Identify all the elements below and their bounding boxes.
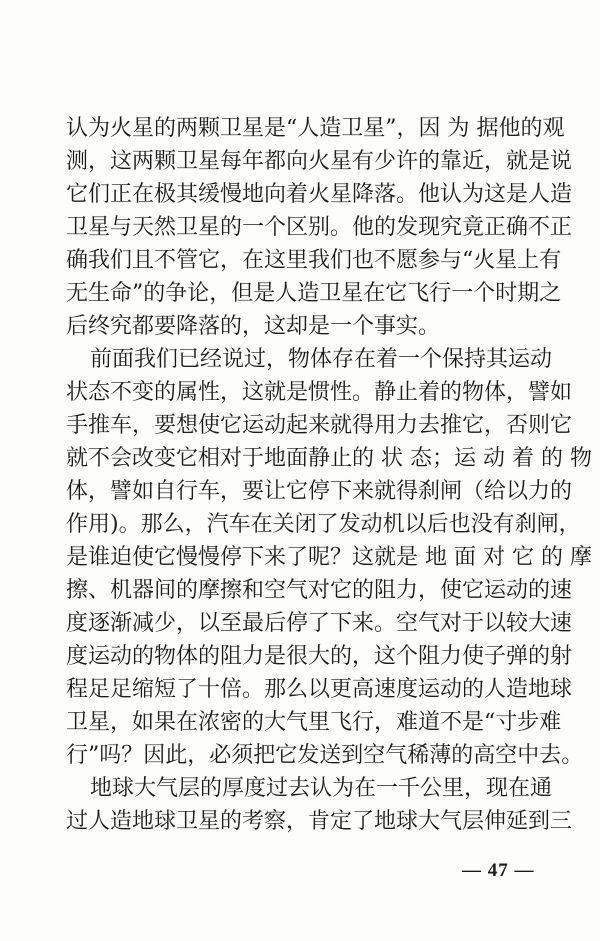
text-line: 状态不变的属性，这就是惯性。静止着的物体，譬如 bbox=[66, 380, 573, 405]
text-line: 前面我们已经说过，物体存在着一个保持其运动 bbox=[90, 347, 553, 372]
text-line: 程足足缩短了十倍。那么以更高速度运动的人造地球 bbox=[66, 677, 573, 702]
text-line: 过人造地球卫星的考察，肯定了地球大气层伸延到三 bbox=[66, 809, 573, 834]
text-line: 度逐渐减少，以至最后停了下来。空气对于以较大速 bbox=[66, 611, 573, 636]
text-line: 确我们且不管它，在这里我们也不愿参与“火星上有 bbox=[66, 248, 562, 273]
text-line: 它们正在极其缓慢地向着火星降落。他认为这是人造 bbox=[66, 182, 573, 207]
text-line: 后终究都要降落的，这却是一个事实。 bbox=[66, 314, 441, 339]
text-line: 卫星，如果在浓密的大气里飞行，难道不是“寸步难 bbox=[66, 710, 562, 735]
text-line: 行”吗？因此，必须把它发送到空气稀薄的高空中去。 bbox=[66, 743, 584, 768]
text-line: 就不会改变它相对于地面静止的 状 态；运 动 着 的 物 bbox=[66, 446, 592, 471]
page-body bbox=[66, 112, 592, 838]
text-line: 地球大气层的厚度过去认为在一千公里，现在通 bbox=[90, 776, 553, 801]
text-line: 卫星与天然卫星的一个区别。他的发现究竟正确不正 bbox=[66, 215, 573, 240]
text-line: 度运动的物体的阻力是很大的，这个阻力使子弹的射 bbox=[66, 644, 573, 669]
text-line: 认为火星的两颗卫星是“人造卫星”，因 为 据他的观 bbox=[66, 116, 565, 141]
text-line: 体，譬如自行车，要让它停下来就得刹闸（给以力的 bbox=[66, 479, 573, 504]
text-line: 无生命”的争论，但是人造卫星在它飞行一个时期之 bbox=[66, 281, 562, 306]
text-line: 作用)。那么，汽车在关闭了发动机以后也没有刹闸， bbox=[66, 512, 581, 537]
text-line: 测，这两颗卫星每年都向火星有少许的靠近，就是说 bbox=[66, 149, 573, 174]
text-line: 手推车，要想使它运动起来就得用力去推它，否则它 bbox=[66, 413, 573, 438]
text-line: 是谁迫使它慢慢停下来了呢？这就是 地 面 对 它 的 摩 bbox=[66, 545, 592, 570]
text-line: 擦、机器间的摩擦和空气对它的阻力，使它运动的速 bbox=[66, 578, 573, 603]
page-number: — 47 — bbox=[462, 860, 535, 881]
